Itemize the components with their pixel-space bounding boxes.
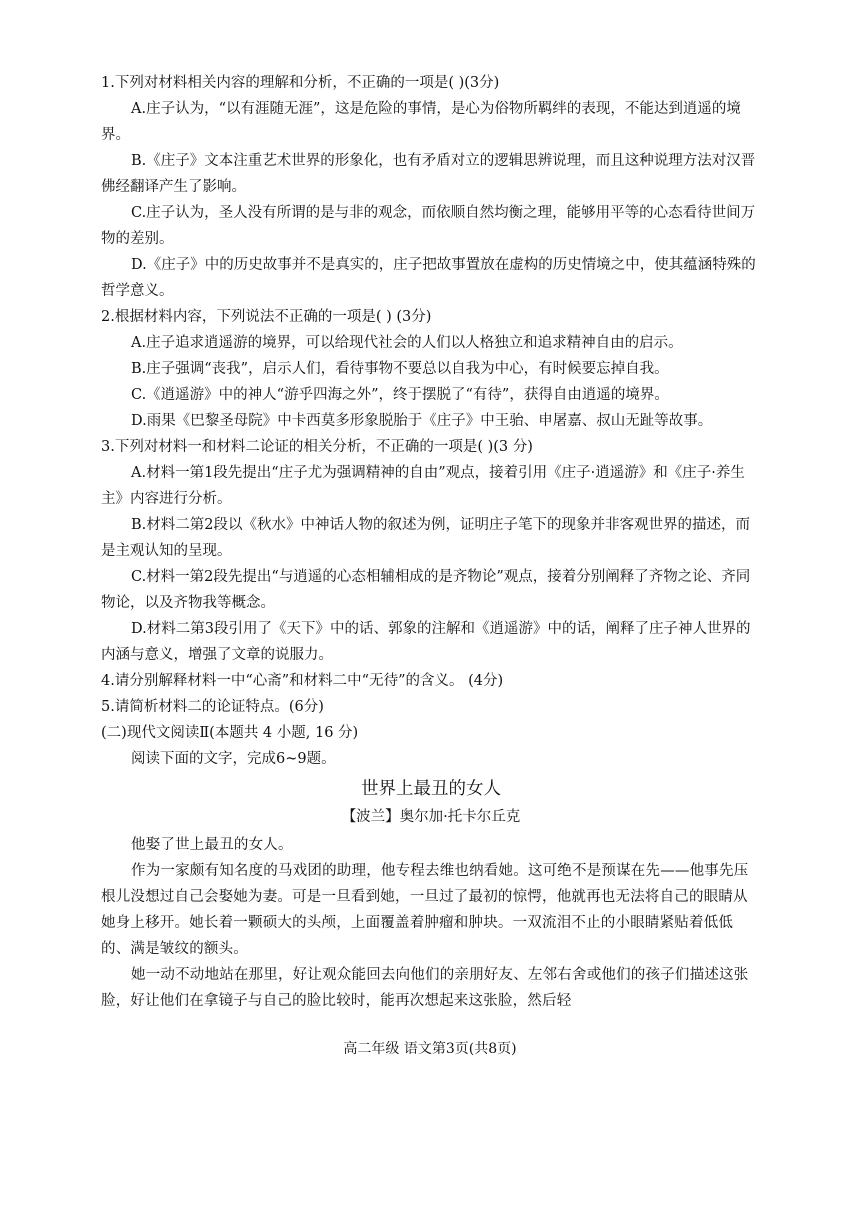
question-1-option-c: C.庄子认为，圣人没有所谓的是与非的观念，而依顺自然均衡之理，能够用平等的心态看待世间万物的差别。 xyxy=(101,205,756,247)
question-3-option-c: C.材料一第2段先提出“与逍遥的心态相辅相成的是齐物论”观点，接着分别阐释了齐物之论、齐同物论，以及齐物我等概念。 xyxy=(101,569,751,611)
story-title: 世界上最丑的女人 xyxy=(361,779,501,799)
section-heading: (二)现代文阅读Ⅱ(本题共 4 小题, 16 分) xyxy=(101,725,359,741)
question-1-option-b: B.《庄子》文本注重艺术世界的形象化，也有矛盾对立的逻辑思辨说理，而且这种说理方法对汉晋佛经翻译产生了影响。 xyxy=(101,153,756,195)
exam-page xyxy=(101,70,761,1014)
story-paragraph-3: 她一动不动地站在那里，好让观众能回去向他们的亲朋好友、左邻右舍或他们的孩子们描述这张脸，好让他们在拿镜子与自己的脸比较时，能再次想起来这张脸，然后轻 xyxy=(101,967,749,1009)
question-5-stem: 5.请简析材料二的论证特点。(6分) xyxy=(101,699,324,715)
question-1-option-d: D.《庄子》中的历史故事并不是真实的，庄子把故事置放在虚构的历史情境之中，使其蕴涵特殊的哲学意义。 xyxy=(101,257,756,299)
question-2-option-c: C.《逍遥游》中的神人“游乎四海之外”，终于摆脱了“有待”，获得自由逍遥的境界。 xyxy=(131,387,669,403)
question-2-stem: 2.根据材料内容，下列说法不正确的一项是( ) (3分) xyxy=(101,309,432,325)
page-footer: 高二年级 语文第3页(共8页) xyxy=(343,1041,517,1057)
question-1-option-a: A.庄子认为，“以有涯随无涯”，这是危险的事情，是心为俗物所羁绊的表现，不能达到逍遥的境界。 xyxy=(101,101,741,143)
question-1-stem: 1.下列对材料相关内容的理解和分析，不正确的一项是( )(3分) xyxy=(101,75,500,91)
question-4-stem: 4.请分别解释材料一中“心斋”和材料二中“无待”的含义。 (4分) xyxy=(101,673,504,689)
question-2-option-a: A.庄子追求逍遥游的境界，可以给现代社会的人们以人格独立和追求精神自由的启示。 xyxy=(131,335,683,351)
question-3-option-a: A.材料一第1段先提出“庄子尤为强调精神的自由”观点，接着引用《庄子·逍遥游》和《庄子·养生主》内容进行分析。 xyxy=(101,465,745,507)
question-3-option-d: D.材料二第3段引用了《天下》中的话、郭象的注解和《逍遥游》中的话，阐释了庄子神人世界的内涵与意义，增强了文章的说服力。 xyxy=(101,621,751,663)
story-paragraph-1: 他娶了世上最丑的女人。 xyxy=(131,837,293,853)
question-3-stem: 3.下列对材料一和材料二论证的相关分析，不正确的一项是( )(3 分) xyxy=(101,439,533,455)
story-paragraph-2: 作为一家颇有知名度的马戏团的助理，他专程去维也纳看她。这可绝不是预谋在先——他事先压根儿没想过自己会娶她为妻。可是一旦看到她，一旦过了最初的惊愕，他就再也无法将自己的眼睛从她身上移开。她长着一颗硕大的头颅，上面覆盖着肿瘤和肿块。一双流泪不止的小眼睛紧贴着低低的、满是皱纹的额头。 xyxy=(101,863,749,957)
question-2-option-b: B.庄子强调“丧我”，启示人们，看待事物不要总以自我为中心，有时候要忘掉自我。 xyxy=(131,361,669,377)
story-author: 【波兰】奥尔加·托卡尔丘克 xyxy=(341,809,521,825)
section-instruction: 阅读下面的文字，完成6~9题。 xyxy=(131,751,336,767)
question-3-option-b: B.材料二第2段以《秋水》中神话人物的叙述为例，证明庄子笔下的现象并非客观世界的描述，而是主观认知的呈现。 xyxy=(101,517,750,559)
question-2-option-d: D.雨果《巴黎圣母院》中卡西莫多形象脱胎于《庄子》中王骀、申屠嘉、叔山无趾等故事。 xyxy=(131,413,713,429)
